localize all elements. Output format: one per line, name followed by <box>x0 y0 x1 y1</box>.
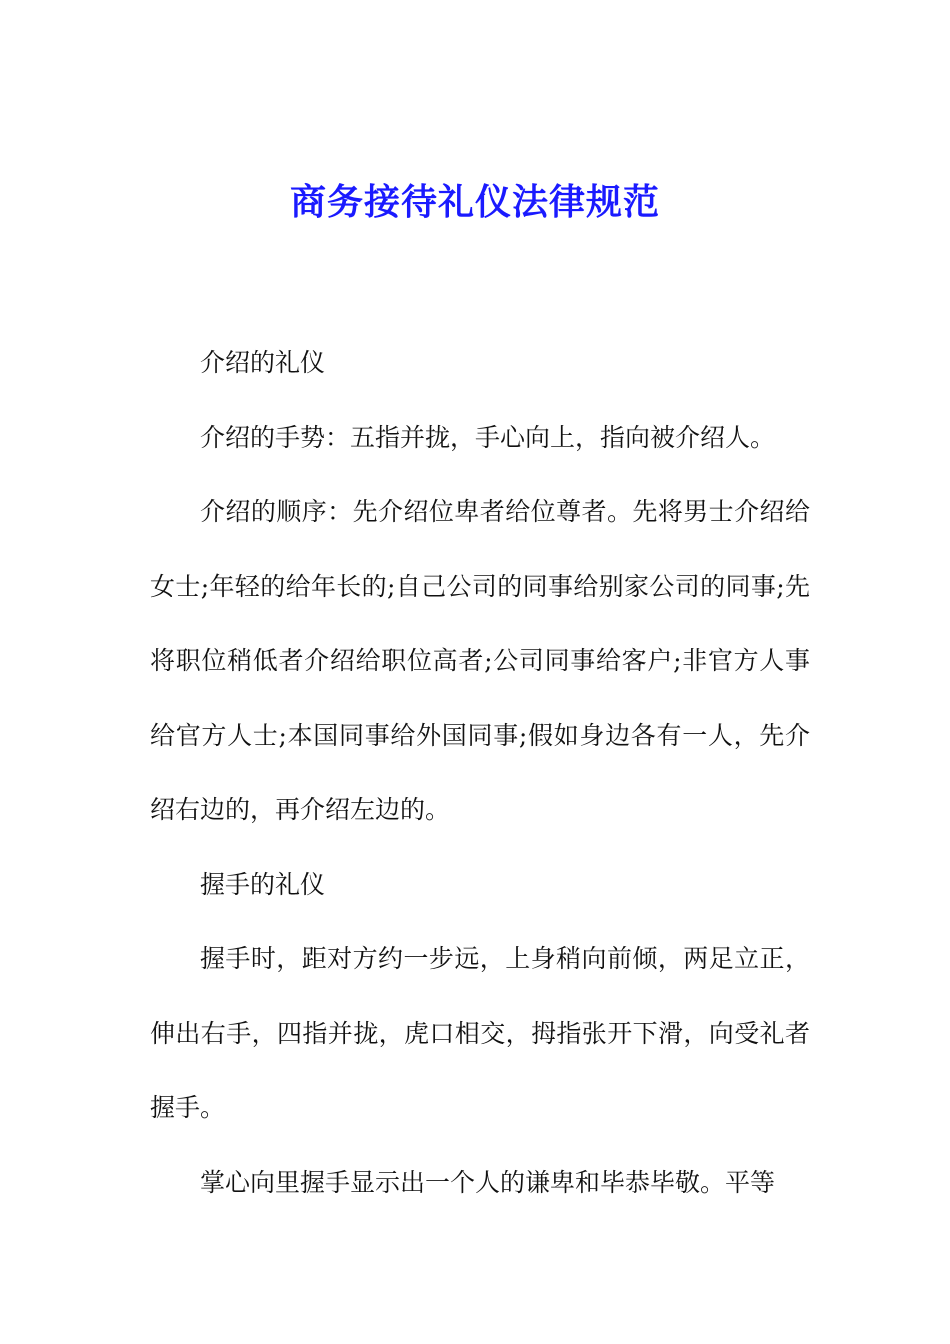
document-body <box>150 326 810 1220</box>
section-heading-handshake: 握手的礼仪 <box>200 869 326 899</box>
paragraph-handshake-method: 握手时，距对方约一步远，上身稍向前倾，两足立正，伸出右手，四指并拢，虎口相交，拇指张开下滑，向受礼者握手。 <box>150 944 810 1122</box>
paragraph-introduction-gesture: 介绍的手势：五指并拢，手心向上，指向被介绍人。 <box>200 422 776 452</box>
section-heading-introduction: 介绍的礼仪 <box>200 348 326 377</box>
document-title: 商务接待礼仪法律规范 <box>289 181 660 223</box>
paragraph-handshake-palm: 掌心向里握手显示出一个人的谦卑和毕恭毕敬。平等 <box>200 1167 776 1197</box>
paragraph-introduction-order: 介绍的顺序：先介绍位卑者给位尊者。先将男士介绍给女士;年轻的给年长的;自己公司的同事给别家公司的同事;先将职位稍低者介绍给职位高者;公司同事给客户;非官方人事给官方人士;本国同事给外国同事;假如身边各有一人，先介绍右边的，再介绍左边的。 <box>150 497 810 824</box>
